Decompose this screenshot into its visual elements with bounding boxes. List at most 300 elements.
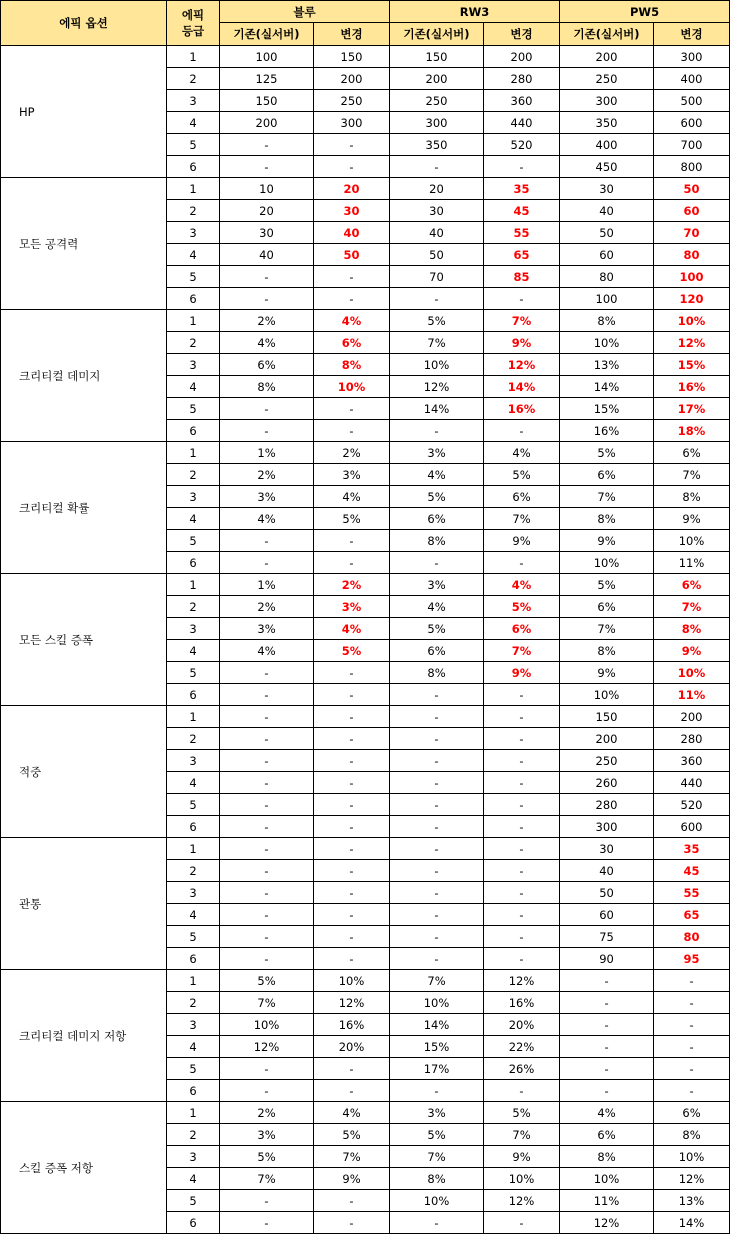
grade-cell: 1 [167,310,220,332]
value-cell: - [314,882,390,904]
value-cell: - [314,134,390,156]
value-cell: - [390,772,484,794]
value-cell: - [390,816,484,838]
value-cell: 26% [484,1058,560,1080]
value-cell: 350 [560,112,654,134]
value-cell: 30 [390,200,484,222]
value-cell: 5% [390,1124,484,1146]
value-cell: 16% [314,1014,390,1036]
value-cell: - [484,838,560,860]
value-cell: 10% [654,1146,730,1168]
value-cell: 280 [484,68,560,90]
header-rw3-changed: 변경 [484,23,560,46]
value-cell: 20% [314,1036,390,1058]
value-cell: 5% [390,618,484,640]
value-cell: 5% [390,310,484,332]
value-cell: 250 [560,750,654,772]
value-cell: 16% [484,992,560,1014]
value-cell: - [220,684,314,706]
value-cell: 16% [654,376,730,398]
value-cell: - [314,1058,390,1080]
value-cell: 7% [390,332,484,354]
value-cell: 10% [654,530,730,552]
value-cell: 30 [220,222,314,244]
value-cell: - [220,750,314,772]
grade-cell: 2 [167,464,220,486]
value-cell: 8% [654,486,730,508]
value-cell: 17% [390,1058,484,1080]
value-cell: 80 [654,244,730,266]
value-cell: - [314,530,390,552]
value-cell: - [484,684,560,706]
value-cell: 4% [314,486,390,508]
grade-cell: 4 [167,244,220,266]
grade-cell: 5 [167,530,220,552]
value-cell: 8% [220,376,314,398]
grade-cell: 3 [167,1146,220,1168]
value-cell: 200 [220,112,314,134]
value-cell: 6% [654,1102,730,1124]
value-cell: - [314,750,390,772]
value-cell: 4% [390,596,484,618]
value-cell: - [220,948,314,970]
table-row [1,706,730,728]
value-cell: 200 [654,706,730,728]
value-cell: 85 [484,266,560,288]
value-cell: 20 [390,178,484,200]
value-cell: 3% [220,1124,314,1146]
grade-cell: 3 [167,1014,220,1036]
value-cell: - [390,750,484,772]
value-cell: 9% [484,662,560,684]
grade-cell: 1 [167,178,220,200]
value-cell: 200 [390,68,484,90]
value-cell: 260 [560,772,654,794]
value-cell: - [390,794,484,816]
value-cell: 10% [390,1190,484,1212]
value-cell: 10% [560,1168,654,1190]
value-cell: - [314,706,390,728]
value-cell: 400 [560,134,654,156]
value-cell: - [220,288,314,310]
grade-cell: 5 [167,1190,220,1212]
value-cell: 9% [560,662,654,684]
value-cell: 2% [314,574,390,596]
value-cell: 80 [654,926,730,948]
option-name-cell: 스킬 증폭 저항 [1,1102,167,1234]
value-cell: 65 [484,244,560,266]
value-cell: - [560,1014,654,1036]
table-row [1,178,730,200]
value-cell: 4% [314,1102,390,1124]
value-cell: 17% [654,398,730,420]
value-cell: - [484,794,560,816]
option-name-cell: 모든 공격력 [1,178,167,310]
grade-cell: 6 [167,1212,220,1234]
value-cell: 520 [654,794,730,816]
value-cell: 12% [314,992,390,1014]
value-cell: 5% [220,1146,314,1168]
value-cell: - [654,1014,730,1036]
value-cell: - [314,904,390,926]
value-cell: - [390,1212,484,1234]
value-cell: 10% [484,1168,560,1190]
value-cell: 50 [390,244,484,266]
value-cell: - [484,156,560,178]
grade-cell: 2 [167,860,220,882]
grade-cell: 6 [167,816,220,838]
value-cell: - [220,398,314,420]
value-cell: 2% [220,310,314,332]
grade-cell: 3 [167,486,220,508]
grade-cell: 4 [167,1036,220,1058]
value-cell: - [220,266,314,288]
table-row [1,574,730,596]
value-cell: 4% [560,1102,654,1124]
value-cell: - [314,838,390,860]
grade-cell: 2 [167,200,220,222]
table-row [1,1102,730,1124]
value-cell: - [484,1080,560,1102]
value-cell: 2% [220,464,314,486]
value-cell: 70 [654,222,730,244]
value-cell: 7% [220,992,314,1014]
value-cell: 5% [560,442,654,464]
value-cell: 6% [314,332,390,354]
value-cell: 150 [220,90,314,112]
value-cell: 30 [314,200,390,222]
table-header [1,1,730,46]
value-cell: 6% [560,1124,654,1146]
value-cell: 10% [390,354,484,376]
value-cell: - [314,948,390,970]
value-cell: 3% [314,596,390,618]
value-cell: 10% [314,970,390,992]
value-cell: - [390,552,484,574]
value-cell: - [390,948,484,970]
value-cell: - [654,1080,730,1102]
header-grade-line2: 등급 [181,24,205,38]
grade-cell: 4 [167,904,220,926]
value-cell: 40 [560,860,654,882]
header-group-rw3: RW3 [390,1,560,23]
value-cell: 9% [654,640,730,662]
grade-cell: 4 [167,1168,220,1190]
value-cell: - [654,970,730,992]
table-body [1,46,730,1234]
value-cell: 250 [314,90,390,112]
value-cell: - [220,1058,314,1080]
value-cell: 6% [654,442,730,464]
value-cell: 125 [220,68,314,90]
value-cell: 35 [484,178,560,200]
value-cell: 30 [560,838,654,860]
value-cell: 6% [654,574,730,596]
value-cell: 70 [390,266,484,288]
value-cell: 300 [560,816,654,838]
value-cell: 12% [560,1212,654,1234]
value-cell: 4% [220,332,314,354]
grade-cell: 1 [167,574,220,596]
value-cell: - [390,288,484,310]
grade-cell: 6 [167,288,220,310]
option-name-cell: 관통 [1,838,167,970]
grade-cell: 2 [167,332,220,354]
grade-cell: 2 [167,728,220,750]
value-cell: 10 [220,178,314,200]
value-cell: 7% [484,640,560,662]
value-cell: 7% [314,1146,390,1168]
value-cell: - [560,1036,654,1058]
value-cell: 16% [484,398,560,420]
header-blue-changed: 변경 [314,23,390,46]
value-cell: - [484,948,560,970]
value-cell: - [220,860,314,882]
grade-cell: 5 [167,266,220,288]
grade-cell: 4 [167,112,220,134]
value-cell: - [484,420,560,442]
value-cell: - [314,398,390,420]
value-cell: 3% [390,1102,484,1124]
value-cell: 100 [560,288,654,310]
grade-cell: 4 [167,508,220,530]
value-cell: 6% [484,618,560,640]
value-cell: - [560,970,654,992]
table-row [1,442,730,464]
value-cell: 10% [560,552,654,574]
value-cell: - [314,772,390,794]
value-cell: 13% [560,354,654,376]
value-cell: 14% [390,398,484,420]
value-cell: 4% [390,464,484,486]
value-cell: - [220,816,314,838]
value-cell: 300 [314,112,390,134]
value-cell: 3% [220,618,314,640]
value-cell: 8% [390,1168,484,1190]
value-cell: 14% [654,1212,730,1234]
value-cell: 8% [560,640,654,662]
value-cell: 12% [484,1190,560,1212]
value-cell: 9% [314,1168,390,1190]
value-cell: 800 [654,156,730,178]
value-cell: 55 [484,222,560,244]
value-cell: - [390,728,484,750]
grade-cell: 2 [167,1124,220,1146]
value-cell: 15% [560,398,654,420]
value-cell: 600 [654,112,730,134]
value-cell: - [220,156,314,178]
value-cell: 7% [654,464,730,486]
value-cell: 100 [654,266,730,288]
value-cell: 12% [654,1168,730,1190]
header-group-blue: 블루 [220,1,390,23]
value-cell: 450 [560,156,654,178]
value-cell: 12% [220,1036,314,1058]
grade-cell: 1 [167,838,220,860]
value-cell: 60 [560,904,654,926]
grade-cell: 3 [167,750,220,772]
value-cell: 3% [314,464,390,486]
value-cell: 9% [560,530,654,552]
value-cell: 280 [654,728,730,750]
value-cell: 200 [314,68,390,90]
value-cell: - [390,926,484,948]
value-cell: - [314,420,390,442]
value-cell: 7% [654,596,730,618]
value-cell: - [390,706,484,728]
value-cell: 5% [484,464,560,486]
value-cell: - [484,926,560,948]
value-cell: - [314,1080,390,1102]
value-cell: 280 [560,794,654,816]
grade-cell: 4 [167,640,220,662]
value-cell: 6% [390,508,484,530]
value-cell: 9% [654,508,730,530]
value-cell: - [220,1190,314,1212]
value-cell: - [314,684,390,706]
value-cell: 300 [560,90,654,112]
value-cell: 360 [654,750,730,772]
grade-cell: 2 [167,992,220,1014]
value-cell: - [314,728,390,750]
value-cell: 7% [484,310,560,332]
value-cell: 5% [220,970,314,992]
value-cell: 440 [654,772,730,794]
header-epic-grade [167,1,220,46]
value-cell: 20 [314,178,390,200]
value-cell: - [220,794,314,816]
grade-cell: 3 [167,222,220,244]
value-cell: 80 [560,266,654,288]
value-cell: - [654,1058,730,1080]
grade-cell: 6 [167,684,220,706]
grade-cell: 5 [167,794,220,816]
value-cell: - [484,882,560,904]
value-cell: - [314,662,390,684]
value-cell: 150 [314,46,390,68]
option-name-cell: 크리티컬 확률 [1,442,167,574]
grade-cell: 5 [167,1058,220,1080]
value-cell: - [390,904,484,926]
value-cell: 4% [220,508,314,530]
value-cell: - [560,1058,654,1080]
option-name-cell: HP [1,46,167,178]
value-cell: 20% [484,1014,560,1036]
value-cell: 7% [560,618,654,640]
value-cell: - [220,530,314,552]
value-cell: 3% [390,574,484,596]
value-cell: - [560,992,654,1014]
value-cell: 9% [484,1146,560,1168]
value-cell: 5% [314,640,390,662]
value-cell: 150 [390,46,484,68]
value-cell: 8% [654,618,730,640]
value-cell: - [220,838,314,860]
value-cell: 14% [560,376,654,398]
value-cell: 15% [654,354,730,376]
header-epic-option: 에픽 옵션 [1,1,167,46]
value-cell: - [484,860,560,882]
value-cell: - [314,860,390,882]
value-cell: 16% [560,420,654,442]
value-cell: 5% [314,508,390,530]
value-cell: - [220,926,314,948]
value-cell: - [484,552,560,574]
value-cell: 3% [220,486,314,508]
grade-cell: 6 [167,1080,220,1102]
grade-cell: 3 [167,882,220,904]
value-cell: 4% [314,618,390,640]
table-row [1,310,730,332]
value-cell: 8% [560,310,654,332]
table-row [1,46,730,68]
value-cell: 8% [560,1146,654,1168]
grade-cell: 2 [167,596,220,618]
value-cell: 200 [560,46,654,68]
value-cell: 700 [654,134,730,156]
grade-cell: 4 [167,772,220,794]
value-cell: 10% [560,332,654,354]
value-cell: 200 [484,46,560,68]
value-cell: 300 [390,112,484,134]
value-cell: - [314,1212,390,1234]
value-cell: 60 [560,244,654,266]
value-cell: 1% [220,442,314,464]
header-blue-base: 기존(실서버) [220,23,314,46]
grade-cell: 5 [167,926,220,948]
value-cell: 4% [484,442,560,464]
grade-cell: 6 [167,948,220,970]
value-cell: 40 [220,244,314,266]
value-cell: 14% [484,376,560,398]
value-cell: - [314,926,390,948]
value-cell: - [654,1036,730,1058]
value-cell: 150 [560,706,654,728]
value-cell: 11% [654,684,730,706]
value-cell: - [220,706,314,728]
value-cell: 7% [484,1124,560,1146]
value-cell: 4% [484,574,560,596]
value-cell: - [314,552,390,574]
value-cell: 12% [654,332,730,354]
header-rw3-base: 기존(실서버) [390,23,484,46]
value-cell: 8% [314,354,390,376]
value-cell: - [220,1080,314,1102]
value-cell: 50 [314,244,390,266]
grade-cell: 3 [167,618,220,640]
value-cell: 300 [654,46,730,68]
grade-cell: 1 [167,970,220,992]
value-cell: - [390,156,484,178]
value-cell: 6% [220,354,314,376]
value-cell: 7% [220,1168,314,1190]
value-cell: 14% [390,1014,484,1036]
header-pw5-base: 기존(실서버) [560,23,654,46]
value-cell: 11% [654,552,730,574]
value-cell: 5% [390,486,484,508]
value-cell: 10% [654,662,730,684]
value-cell: 8% [654,1124,730,1146]
value-cell: - [314,156,390,178]
value-cell: 55 [654,882,730,904]
value-cell: 12% [484,354,560,376]
value-cell: 20 [220,200,314,222]
value-cell: 1% [220,574,314,596]
value-cell: - [220,420,314,442]
value-cell: 12% [390,376,484,398]
value-cell: - [314,816,390,838]
header-grade-line1: 에픽 [181,8,205,22]
